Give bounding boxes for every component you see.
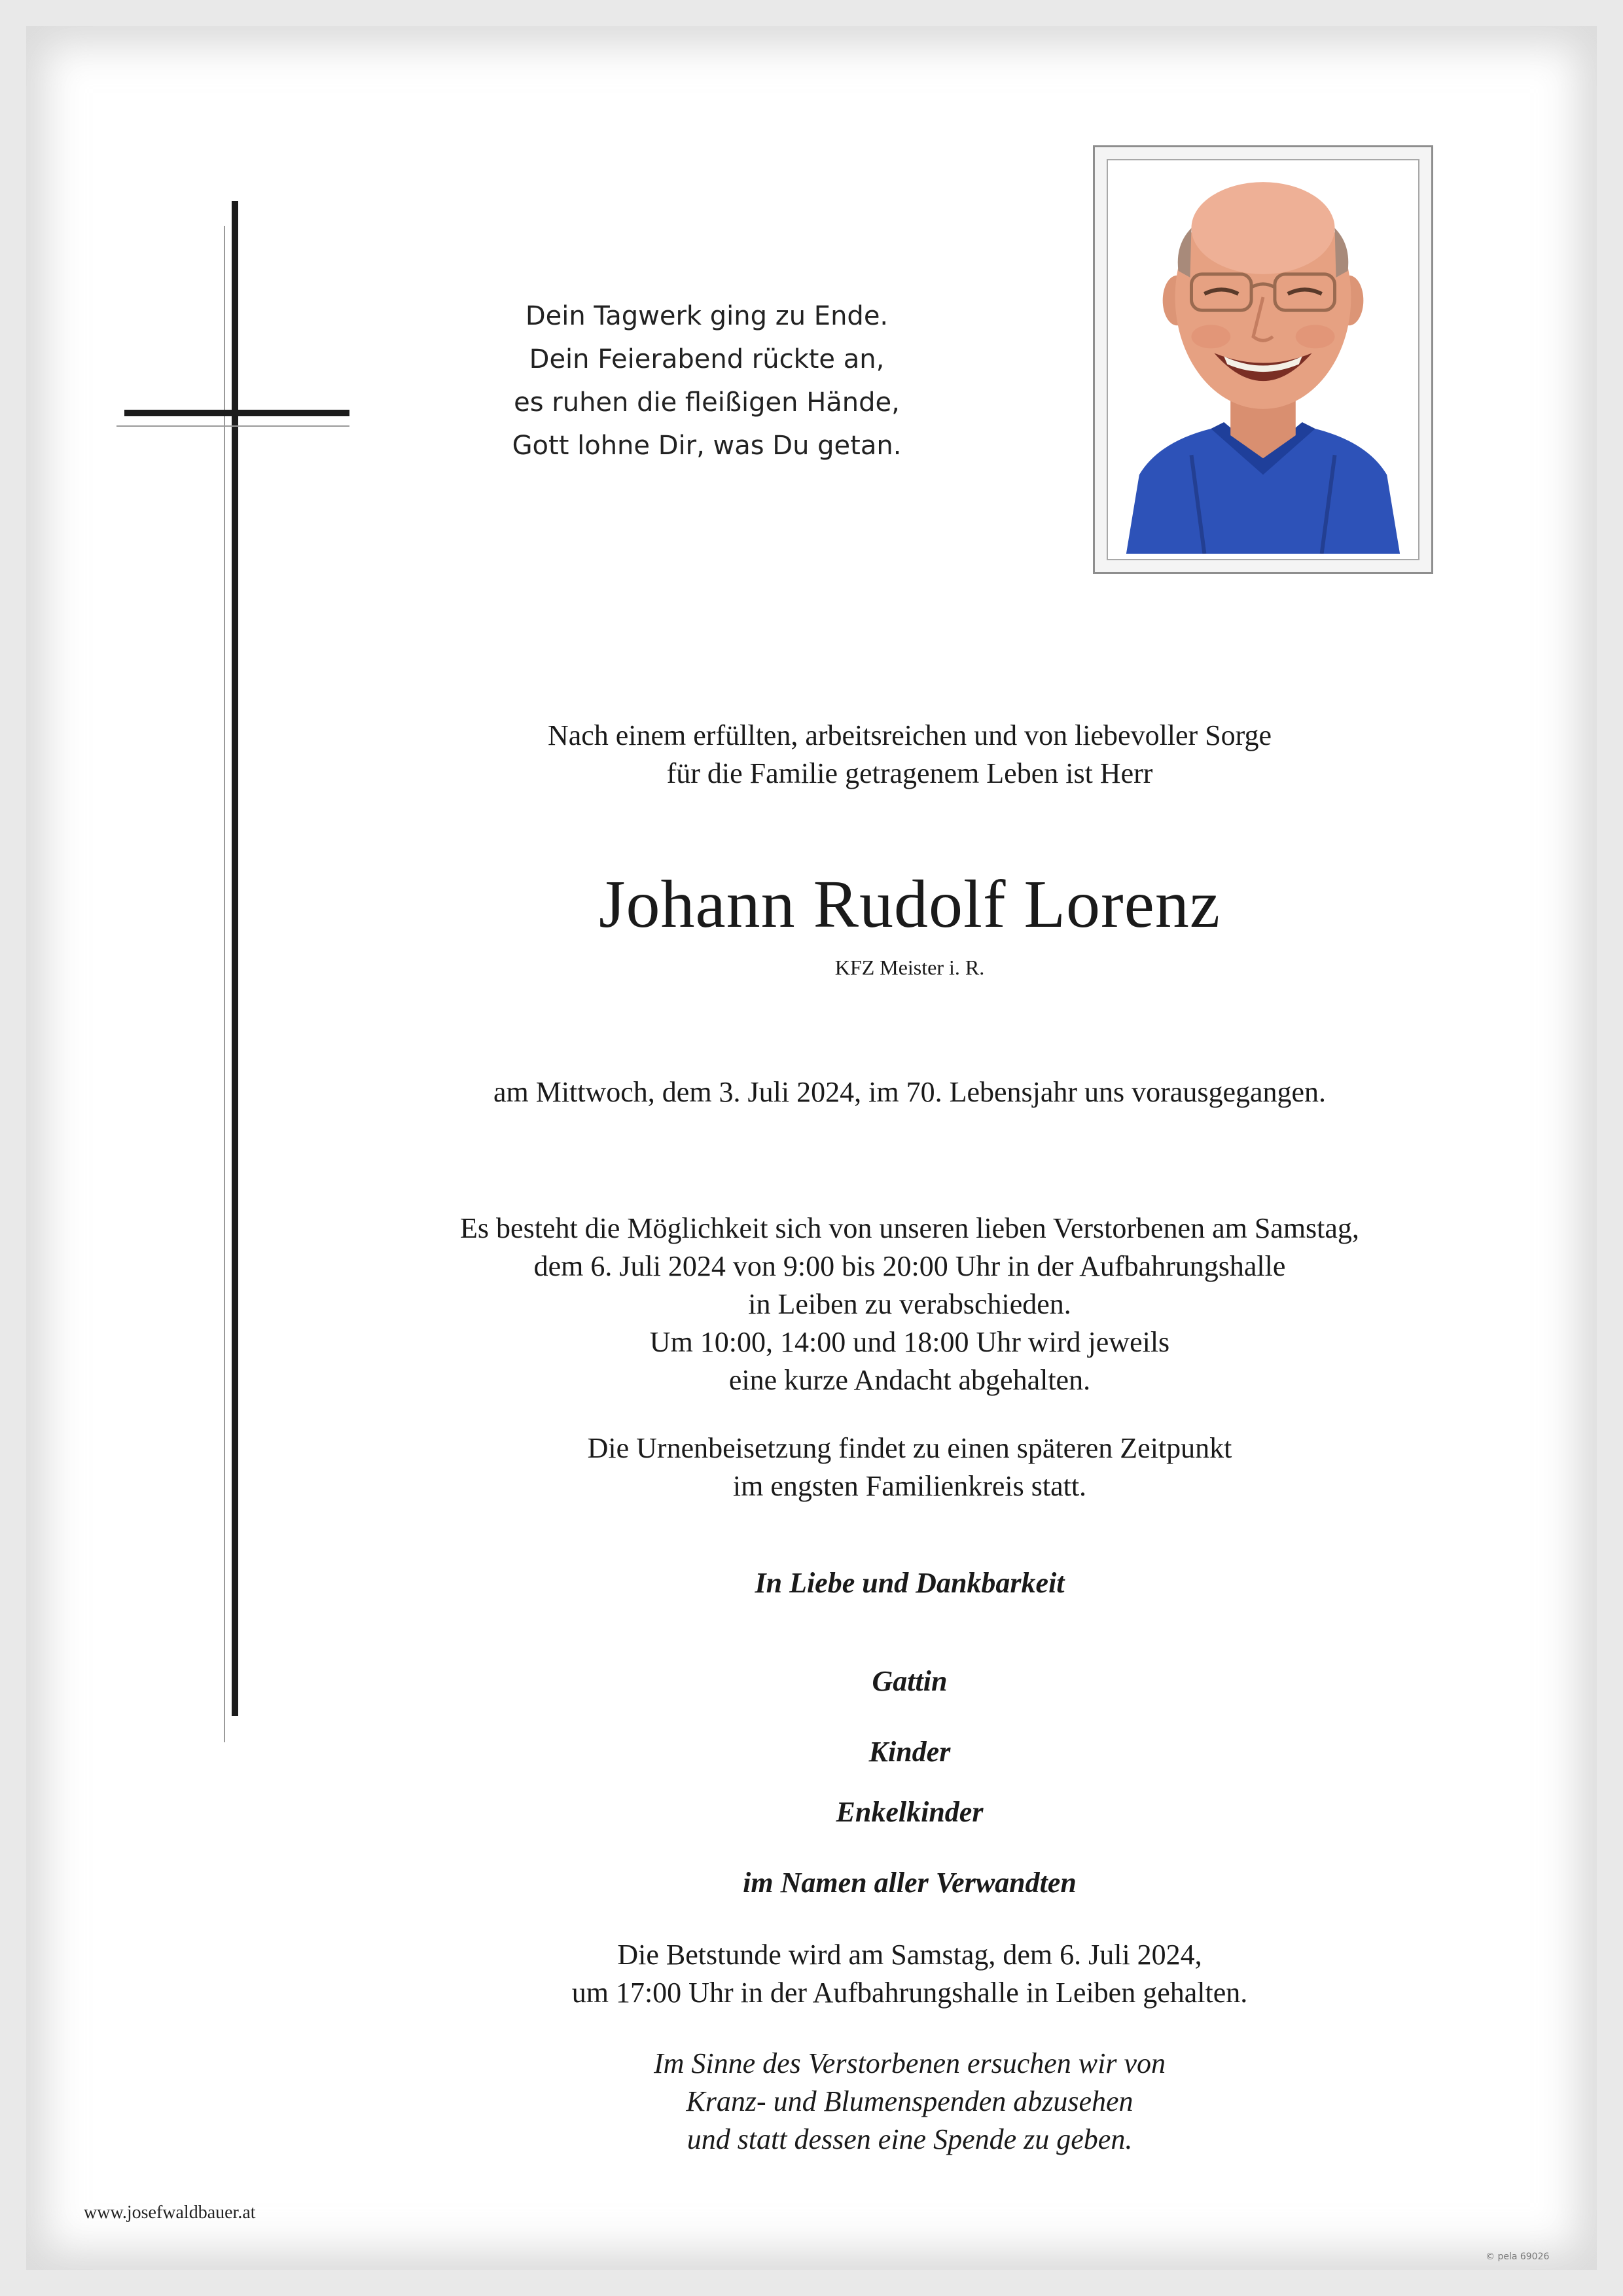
cross-vertical-shadow-line — [224, 226, 225, 1742]
portrait-illustration — [1113, 166, 1413, 554]
intro-line: für die Familie getragenem Leben ist Herr — [666, 757, 1153, 789]
donation-line: und statt dessen eine Spende zu geben. — [687, 2123, 1133, 2155]
cross-vertical-bar — [232, 201, 238, 1716]
prayer-line: um 17:00 Uhr in der Aufbahrungshalle in Leiben gehalten. — [571, 1977, 1248, 2009]
viewing-info — [288, 1210, 1531, 1399]
poem-line: Dein Tagwerk ging zu Ende. — [525, 301, 889, 331]
deceased-title: KFZ Meister i. R. — [834, 956, 985, 979]
viewing-line: eine kurze Andacht abgehalten. — [728, 1364, 1091, 1396]
urn-line: im engsten Familienkreis statt. — [732, 1470, 1087, 1502]
mourner-spouse: Gattin — [872, 1665, 948, 1697]
poem-line: es ruhen die fleißigen Hände, — [514, 387, 900, 418]
urn-info — [288, 1429, 1531, 1505]
poem-line: Gott lohne Dir, was Du getan. — [512, 431, 902, 461]
urn-line: Die Urnenbeisetzung findet zu einen späteren Zeitpunkt — [587, 1432, 1232, 1464]
portrait-mat — [1107, 159, 1419, 560]
deceased-name: Johann Rudolf Lorenz — [598, 867, 1221, 942]
viewing-line: dem 6. Juli 2024 von 9:00 bis 20:00 Uhr in der Aufbahrungshalle — [533, 1250, 1286, 1282]
donation-line: Im Sinne des Verstorbenen ersuchen wir von — [653, 2047, 1166, 2079]
prayer-line: Die Betstunde wird am Samstag, dem 6. Juli 2024, — [617, 1939, 1202, 1971]
viewing-line: Es besteht die Möglichkeit sich von unseren lieben Verstorbenen am Samstag, — [460, 1212, 1359, 1244]
poem-line: Dein Feierabend rückte an, — [529, 344, 885, 374]
viewing-line: Um 10:00, 14:00 und 18:00 Uhr wird jeweils — [649, 1326, 1170, 1358]
death-notice: am Mittwoch, dem 3. Juli 2024, im 70. Lebensjahr uns vorausgegangen. — [493, 1076, 1327, 1108]
viewing-line: in Leiben zu verabschieden. — [748, 1288, 1071, 1320]
mourner-children: Kinder — [868, 1736, 951, 1768]
mourner-grandchildren: Enkelkinder — [836, 1796, 984, 1828]
mourner-relatives: im Namen aller Verwandten — [743, 1867, 1077, 1899]
donation-line: Kranz- und Blumenspenden abzusehen — [686, 2085, 1133, 2117]
donation-request — [288, 2045, 1531, 2159]
funeral-home-website: www.josefwaldbauer.at — [84, 2202, 256, 2223]
cross-horizontal-bar — [124, 410, 349, 416]
memorial-poem — [458, 295, 955, 467]
portrait-photo — [1113, 166, 1413, 554]
print-code: © pela 69026 — [1486, 2251, 1550, 2262]
cross-horizontal-shadow-line — [116, 425, 349, 427]
prayer-info — [288, 1936, 1531, 2012]
intro-line: Nach einem erfüllten, arbeitsreichen und von liebevoller Sorge — [547, 719, 1272, 751]
intro-text — [288, 717, 1531, 793]
thanks-heading: In Liebe und Dankbarkeit — [755, 1567, 1065, 1599]
portrait-frame — [1093, 145, 1433, 574]
